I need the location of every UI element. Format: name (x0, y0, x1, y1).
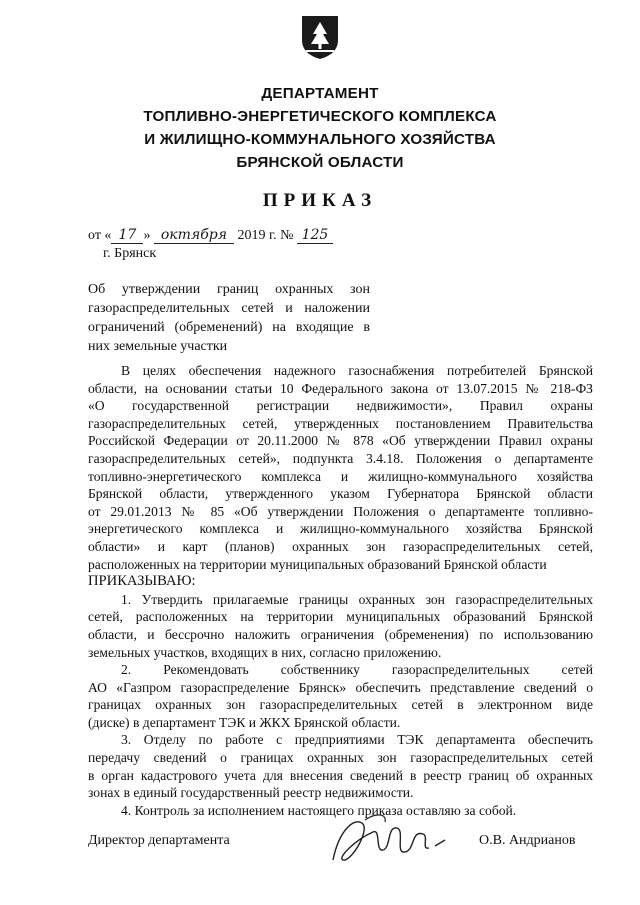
order-keyword: ПРИКАЗЫВАЮ: (88, 573, 196, 590)
body-line: сетей, расположенных на территории муниципальных образований Брянской (88, 609, 593, 625)
subject-line: них земельные участки (88, 339, 228, 354)
department-line: ТОПЛИВНО-ЭНЕРГЕТИЧЕСКОГО КОМПЛЕКСА (143, 108, 497, 125)
body-line: 2. Рекомендовать собственнику газораспределительных сетей (121, 662, 593, 678)
body-line: расположенных на территории муниципальных образований Брянской области (88, 556, 547, 572)
body-line: 1. Утвердить прилагаемые границы охранных зон газораспределительных (121, 591, 593, 607)
signatory-position: Директор департамента (88, 833, 230, 848)
signatory-name: О.В. Андрианов (479, 833, 576, 848)
signature-icon (325, 810, 450, 872)
body-line: области» и карт (планов) охранных зон газораспределительных сетей, (88, 538, 593, 554)
body-line: газораспределительных сетей», подпункта 3.4.18. Положения о департаменте (88, 450, 593, 466)
body-line: (диске) в департамент ТЭК и ЖКХ Брянской области. (88, 714, 401, 730)
body-line: В целях обеспечения надежного газоснабжения потребителей Брянской (121, 363, 593, 378)
body-line: земельных участков, входящих в них, согласно приложению. (88, 644, 442, 660)
body-line: Российской Федерации от 20.11.2000 № 878 «Об утверждении Правил охраны (88, 433, 593, 449)
body-line: зонах в единый государственный реестр недвижимости. (88, 785, 414, 801)
city: г. Брянск (103, 246, 157, 261)
body-line: в орган кадастрового учета для внесения сведений в реестр границ об охранных (88, 767, 593, 783)
order-body (88, 362, 593, 819)
body-line: от 29.01.2013 № 85 «Об утверждении Положения о департаменте топливно- (88, 503, 593, 519)
subject-line: Об утверждении границ охранных зон (88, 282, 370, 297)
date-mid: » (143, 228, 151, 243)
department-line: ДЕПАРТАМЕНТ (261, 85, 379, 102)
subject-line: газораспределительных сетей и наложении (88, 301, 370, 316)
body-line: «О государственной регистрации недвижимости», Правил охраны (88, 398, 593, 414)
handwritten-day: 17 (111, 227, 143, 244)
date-prefix: от « (88, 228, 112, 243)
body-line: топливно-энергетического комплекса и жилищно-коммунального хозяйства (88, 468, 593, 484)
body-line: энергетического комплекса и жилищно-коммунального хозяйства Брянской (88, 521, 593, 537)
body-line: 4. Контроль за исполнением настоящего приказа оставляю за собой. (121, 802, 517, 818)
body-line: 3. Отделу по работе с предприятиями ТЭК департамента обеспечить (121, 732, 593, 748)
department-line: И ЖИЛИЩНО-КОММУНАЛЬНОГО ХОЗЯЙСТВА (144, 131, 496, 148)
body-line: передачу сведений о границах охранных зон газораспределительных сетей (88, 750, 593, 766)
department-line: БРЯНСКОЙ ОБЛАСТИ (236, 154, 404, 171)
body-line: АО «Газпром газораспределение Брянск» обеспечить представление сведений о (88, 679, 593, 695)
body-line: области, и бессрочно наложить ограничения (обременения) по использованию (88, 626, 593, 642)
number-prefix: № (280, 228, 294, 243)
handwritten-number: 125 (297, 227, 333, 244)
body-line: Брянской области, утвержденного указом Губернатора Брянской области (88, 486, 593, 502)
coat-of-arms-icon (300, 14, 340, 60)
order-dateline (88, 227, 333, 244)
body-line: границах охранных зон газораспределительных сетей в электронном виде (88, 697, 593, 713)
document-type: ПРИКАЗ (262, 190, 378, 211)
handwritten-month: октября (154, 227, 234, 244)
order-subject (88, 280, 370, 356)
body-line: области, на основании статьи 10 Федерального закона от 13.07.2015 № 218-ФЗ (88, 380, 593, 396)
department-name (0, 82, 640, 174)
date-year: 2019 г. (237, 228, 277, 243)
body-line: газораспределительных сетей, утвержденных постановлением Правительства (88, 415, 593, 431)
subject-line: ограничений (обременений) на входящие в (88, 320, 370, 335)
